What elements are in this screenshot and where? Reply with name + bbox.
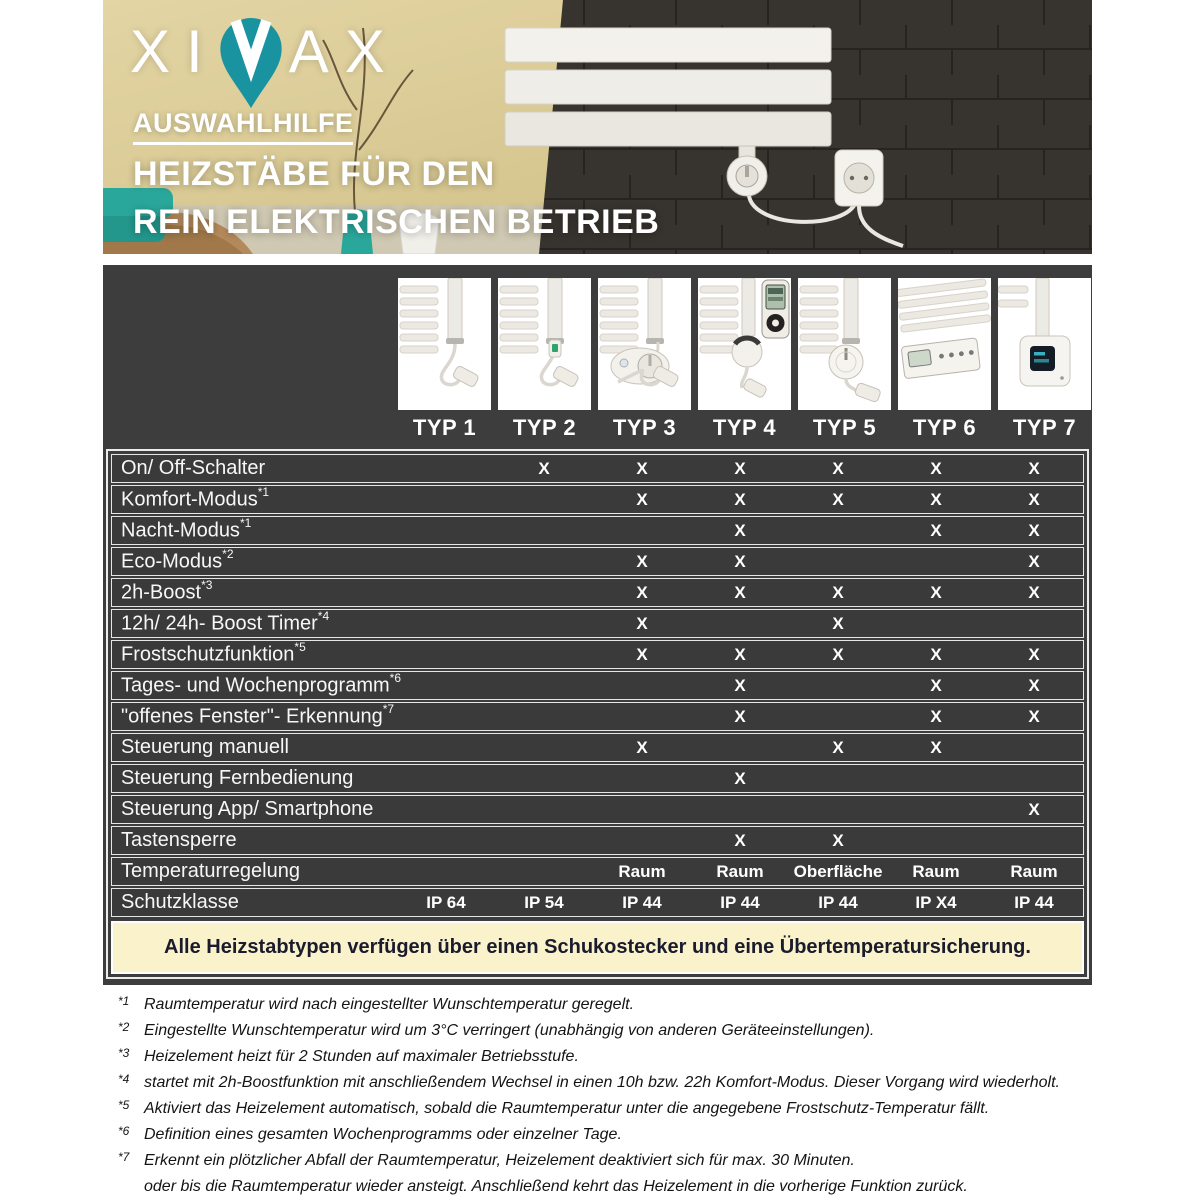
page-title [133,150,659,246]
feature-mark: X [1028,551,1040,571]
footnote-text: Erkennt ein plötzlicher Abfall der Raumtemperatur, Heizelement deaktiviert sich für max. 30 Minuten. [144,1152,855,1169]
feature-mark: X [734,582,746,602]
feature-mark: X [832,613,844,633]
feature-value: Oberfläche [793,861,883,881]
footnote-text: startet mit 2h-Boostfunktion mit anschließendem Wechsel in einen 10h bzw. 22h Komfort-Modus. Dieser Vorgang wird wiederholt. [144,1074,1060,1091]
footnote [118,1148,1108,1174]
feature-mark: X [930,582,942,602]
hero-eyebrow: AUSWAHLHILFE [133,108,353,145]
product-column [398,278,491,441]
feature-mark: X [538,458,550,478]
feature-mark: X [1028,520,1040,540]
table-row [111,454,1084,483]
product-header-row [398,278,1091,441]
table-row [111,795,1084,824]
column-header: TYP 3 [612,415,677,440]
feature-table-rows [111,454,1084,917]
feature-mark: X [930,706,942,726]
hero-radiator [505,28,831,160]
feature-label: Frostschutzfunktion$^{*5}$ [121,640,306,666]
feature-value: Raum [912,861,960,881]
hero-rod-control [727,156,767,196]
hero-banner [103,0,1092,254]
feature-mark: X [930,737,942,757]
feature-label: 12h/ 24h- Boost Timer$^{*4}$ [121,609,330,635]
feature-mark: X [1028,458,1040,478]
product-column [698,278,791,441]
footnote-marker: *3 [118,1046,130,1060]
feature-value: IP 44 [818,892,858,912]
feature-table [106,449,1089,979]
footnote-marker: *5 [118,1098,130,1112]
heating-rod-remote-control-image [698,278,791,410]
feature-mark: X [734,675,746,695]
feature-mark: X [930,458,942,478]
feature-mark: X [734,830,746,850]
feature-mark: X [636,489,648,509]
footnote-text: Raumtemperatur wird nach eingestellter Wunschtemperatur geregelt. [144,996,635,1013]
feature-value: IP X4 [915,892,957,912]
table-row [111,888,1084,917]
table-row [111,578,1084,607]
feature-value: Raum [1010,861,1058,881]
column-header: TYP 7 [1012,415,1077,440]
footnote-text: Definition eines gesamten Wochenprogramms oder einzelner Tage. [144,1126,622,1143]
feature-label: 2h-Boost$^{*3}$ [121,578,213,604]
feature-mark: X [832,458,844,478]
feature-label: Tastensperre [121,829,237,851]
logo-text-right: AX [288,18,401,85]
footnote [118,1044,1108,1070]
footnote-marker: *2 [118,1020,130,1034]
feature-label: Temperaturregelung [121,860,300,882]
logo-text-left: XI [130,18,219,85]
table-row [111,764,1084,793]
feature-mark: X [636,582,648,602]
footnote [118,1018,1108,1044]
column-header: TYP 5 [812,415,877,440]
feature-mark: X [930,489,942,509]
heating-rod-display-box-image [998,278,1091,410]
column-header: TYP 6 [912,415,977,440]
feature-mark: X [1028,706,1040,726]
footnote-text: Heizelement heizt für 2 Stunden auf maximaler Betriebsstufe. [144,1048,579,1065]
footnote-text: Eingestellte Wunschtemperatur wird um 3°C verringert (unabhängig von anderen Geräteeinstellungen). [144,1022,875,1039]
feature-mark: X [734,644,746,664]
feature-mark: X [1028,675,1040,695]
feature-label: Tages- und Wochenprogramm$^{*6}$ [121,671,401,697]
product-column [898,278,991,441]
feature-mark: X [930,644,942,664]
feature-label: Steuerung App/ Smartphone [121,798,374,820]
footnote-marker: *7 [118,1150,130,1164]
product-column [798,278,891,441]
feature-label: "offenes Fenster"- Erkennung$^{*7}$ [121,702,395,728]
feature-mark: X [832,737,844,757]
page-title-line1: HEIZSTÄBE FÜR DEN [133,155,495,193]
table-row [111,733,1084,762]
heating-rod-cable-plug-image [398,278,491,410]
feature-value: IP 44 [622,892,662,912]
footnote-marker: *6 [118,1124,130,1138]
product-column [498,278,591,441]
feature-mark: X [734,520,746,540]
feature-label: Schutzklasse [121,891,239,913]
feature-value: IP 44 [720,892,760,912]
table-row [111,857,1084,886]
table-row [111,640,1084,669]
feature-mark: X [636,737,648,757]
footnote-marker: *1 [118,994,130,1008]
info-banner: Alle Heizstabtypen verfügen über einen Schukostecker und eine Übertemperatursicherung. [111,921,1084,974]
feature-mark: X [1028,489,1040,509]
footnote [118,1096,1108,1122]
logo-pin-icon [215,18,287,110]
footnote-text: oder bis die Raumtemperatur wieder ansteigt. Anschließend kehrt das Heizelement in die vorherige Funktion zurück. [144,1178,968,1195]
feature-value: IP 54 [524,892,564,912]
table-row [111,485,1084,514]
feature-mark: X [930,520,942,540]
feature-mark: X [1028,644,1040,664]
feature-mark: X [1028,799,1040,819]
table-row [111,702,1084,731]
table-row [111,516,1084,545]
feature-mark: X [636,458,648,478]
feature-mark: X [1028,582,1040,602]
footnote-marker: *4 [118,1072,130,1086]
feature-mark: X [930,675,942,695]
footnote-marker [118,1170,144,1196]
heating-rod-dial-control-image [598,278,691,410]
footnote [118,992,1108,1018]
feature-label: Komfort-Modus$^{*1}$ [121,485,270,511]
table-row [111,671,1084,700]
footnotes-section [118,992,1108,1200]
feature-mark: X [832,489,844,509]
feature-label: Steuerung manuell [121,736,289,758]
page-title-line2: REIN ELEKTRISCHEN BETRIEB [133,203,660,241]
feature-mark: X [734,768,746,788]
column-header: TYP 1 [412,415,477,440]
feature-mark: X [832,644,844,664]
feature-label: Steuerung Fernbedienung [121,767,354,789]
footnote [118,1174,1108,1200]
feature-value: Raum [716,861,764,881]
heating-rod-indicator-unit-image [498,278,591,410]
product-column [598,278,691,441]
heating-rod-thermostat-dial-image [798,278,891,410]
footnote-text: Aktiviert das Heizelement automatisch, sobald die Raumtemperatur unter die angegebene Frostschutz-Temperatur fällt. [144,1100,990,1117]
feature-label: Nacht-Modus$^{*1}$ [121,516,252,542]
feature-value: IP 44 [1014,892,1054,912]
table-row [111,609,1084,638]
footnote [118,1122,1108,1148]
feature-value: Raum [618,861,666,881]
feature-mark: X [734,489,746,509]
feature-mark: X [734,551,746,571]
brand-logo [130,16,401,108]
heating-rod-control-panel-image [898,278,991,410]
feature-mark: X [734,706,746,726]
feature-label: Eco-Modus$^{*2}$ [121,547,234,573]
feature-label: On/ Off-Schalter [121,457,266,479]
column-header: TYP 4 [712,415,777,440]
comparison-section [103,265,1092,985]
table-row [111,547,1084,576]
footnote [118,1070,1108,1096]
product-column [998,278,1091,441]
feature-mark: X [734,458,746,478]
column-header: TYP 2 [512,415,577,440]
feature-mark: X [832,582,844,602]
feature-value: IP 64 [426,892,466,912]
feature-mark: X [636,644,648,664]
feature-mark: X [636,551,648,571]
table-row [111,826,1084,855]
feature-mark: X [832,830,844,850]
feature-mark: X [636,613,648,633]
